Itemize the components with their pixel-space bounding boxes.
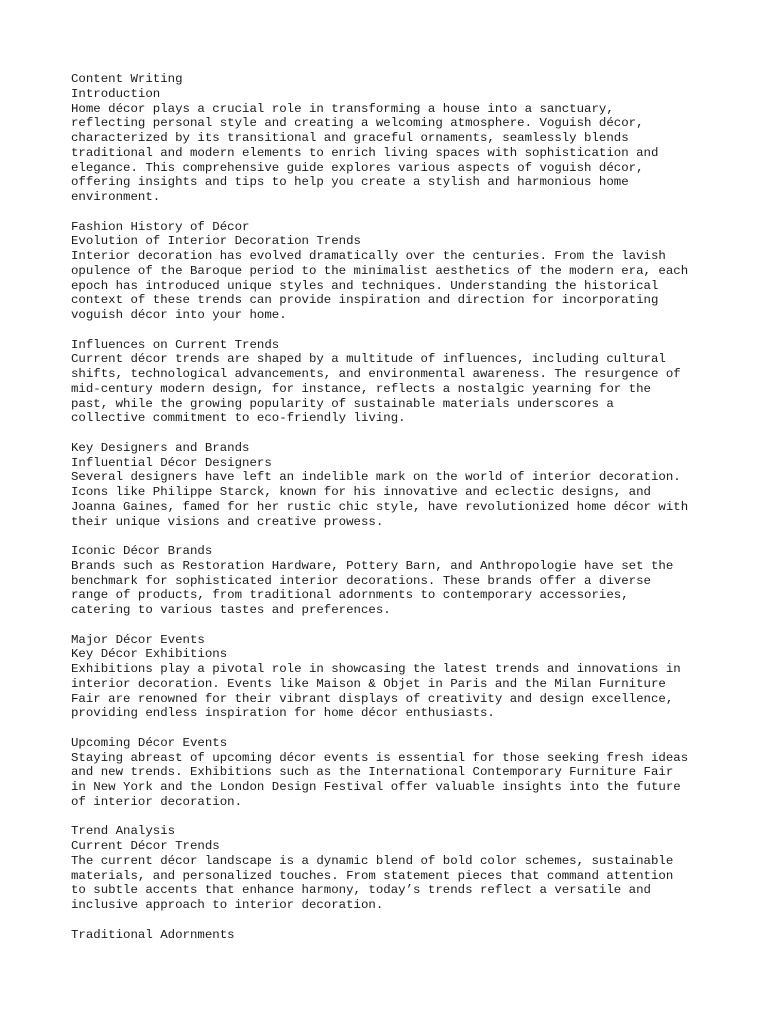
paragraph-line: The current décor landscape is a dynamic blend of bold color schemes, sustainable bbox=[71, 853, 674, 868]
paragraph-line: Fair are renowned for their vibrant displays of creativity and design excellence, bbox=[71, 691, 674, 706]
section-heading: Fashion History of Décor bbox=[71, 219, 250, 234]
paragraph-line: past, while the growing popularity of sustainable materials underscores a bbox=[71, 396, 614, 411]
section-influences bbox=[71, 338, 751, 427]
subsection-heading: Upcoming Décor Events bbox=[71, 735, 228, 750]
paragraph-line: mid-century modern design, for instance, reflects a nostalgic yearning for the bbox=[71, 381, 651, 396]
paragraph-line: reflecting personal style and creating a welcoming atmosphere. Voguish décor, bbox=[71, 116, 644, 131]
document-title: Content Writing bbox=[71, 72, 183, 86]
paragraph-line: Exhibitions play a pivotal role in showcasing the latest trends and innovations in bbox=[71, 662, 681, 676]
section-upcoming-events bbox=[71, 736, 751, 810]
paragraph-line: Current décor trends are shaped by a multitude of influences, including cultural bbox=[71, 352, 666, 367]
subsection-heading: Current Décor Trends bbox=[71, 839, 220, 853]
paragraph-line: Interior decoration has evolved dramatically over the centuries. From the lavish bbox=[71, 249, 666, 263]
paragraph-line: and new trends. Exhibitions such as the International Contemporary Furniture Fair bbox=[71, 765, 674, 780]
paragraph-line: traditional and modern elements to enrich living spaces with sophistication and bbox=[71, 145, 659, 160]
subsection-heading: Evolution of Interior Decoration Trends bbox=[71, 234, 361, 249]
paragraph-line: in New York and the London Design Festival offer valuable insights into the future bbox=[71, 780, 681, 794]
subsection-heading: Iconic Décor Brands bbox=[71, 544, 213, 558]
paragraph-line: voguish décor into your home. bbox=[71, 308, 287, 322]
paragraph-line: Joanna Gaines, famed for her rustic chic style, have revolutionized home décor with bbox=[71, 499, 689, 514]
paragraph-line: collective commitment to eco-friendly living. bbox=[71, 411, 406, 426]
paragraph-line: Staying abreast of upcoming décor events is essential for those seeking fresh ideas bbox=[71, 750, 689, 765]
paragraph-line: Icons like Philippe Starck, known for his innovative and eclectic designs, and bbox=[71, 485, 651, 499]
paragraph-line: characterized by its transitional and graceful ornaments, seamlessly blends bbox=[71, 131, 629, 145]
subsection-heading: Key Décor Exhibitions bbox=[71, 647, 228, 662]
paragraph-line: of interior decoration. bbox=[71, 794, 243, 809]
section-key-designers bbox=[71, 441, 751, 530]
section-introduction bbox=[71, 72, 751, 205]
paragraph-line: providing endless inspiration for home décor enthusiasts. bbox=[71, 706, 495, 721]
paragraph-line: benchmark for sophisticated interior decorations. These brands offer a diverse bbox=[71, 573, 651, 588]
paragraph-line: inclusive approach to interior decoration. bbox=[71, 898, 384, 912]
paragraph-line: epoch has introduced unique styles and techniques. Understanding the historical bbox=[71, 278, 659, 293]
paragraph-line: offering insights and tips to help you create a stylish and harmonious home bbox=[71, 175, 629, 190]
paragraph-line: materials, and personalized touches. From statement pieces that command attention bbox=[71, 868, 674, 883]
subsection-heading: Influences on Current Trends bbox=[71, 337, 280, 352]
section-heading: Introduction bbox=[71, 86, 161, 101]
paragraph-line: Home décor plays a crucial role in transforming a house into a sanctuary, bbox=[71, 101, 614, 116]
section-heading: Major Décor Events bbox=[71, 632, 205, 647]
section-heading: Trend Analysis bbox=[71, 824, 176, 839]
subsection-heading: Traditional Adornments bbox=[71, 927, 235, 942]
paragraph-line: range of products, from traditional adornments to contemporary accessories, bbox=[71, 588, 629, 603]
document-page bbox=[71, 72, 751, 957]
subsection-heading: Influential Décor Designers bbox=[71, 455, 272, 470]
paragraph-line: shifts, technological advancements, and environmental awareness. The resurgence of bbox=[71, 367, 681, 381]
section-iconic-brands bbox=[71, 544, 751, 618]
section-traditional-adornments bbox=[71, 928, 751, 943]
section-fashion-history bbox=[71, 220, 751, 323]
paragraph-line: their unique visions and creative prowess. bbox=[71, 514, 384, 529]
section-trend-analysis bbox=[71, 824, 751, 913]
paragraph-line: Several designers have left an indelible mark on the world of interior decoration. bbox=[71, 470, 681, 485]
paragraph-line: environment. bbox=[71, 190, 161, 204]
paragraph-line: elegance. This comprehensive guide explores various aspects of voguish décor, bbox=[71, 160, 644, 175]
paragraph-line: opulence of the Baroque period to the minimalist aesthetics of the modern era, each bbox=[71, 263, 689, 278]
paragraph-line: catering to various tastes and preferences. bbox=[71, 603, 391, 617]
paragraph-line: context of these trends can provide inspiration and direction for incorporating bbox=[71, 293, 659, 308]
section-major-events bbox=[71, 633, 751, 722]
section-heading: Key Designers and Brands bbox=[71, 440, 250, 455]
paragraph-line: Brands such as Restoration Hardware, Pottery Barn, and Anthropologie have set the bbox=[71, 558, 674, 573]
paragraph-line: to subtle accents that enhance harmony, today’s trends reflect a versatile and bbox=[71, 883, 651, 898]
paragraph-line: interior decoration. Events like Maison & Objet in Paris and the Milan Furniture bbox=[71, 676, 666, 691]
